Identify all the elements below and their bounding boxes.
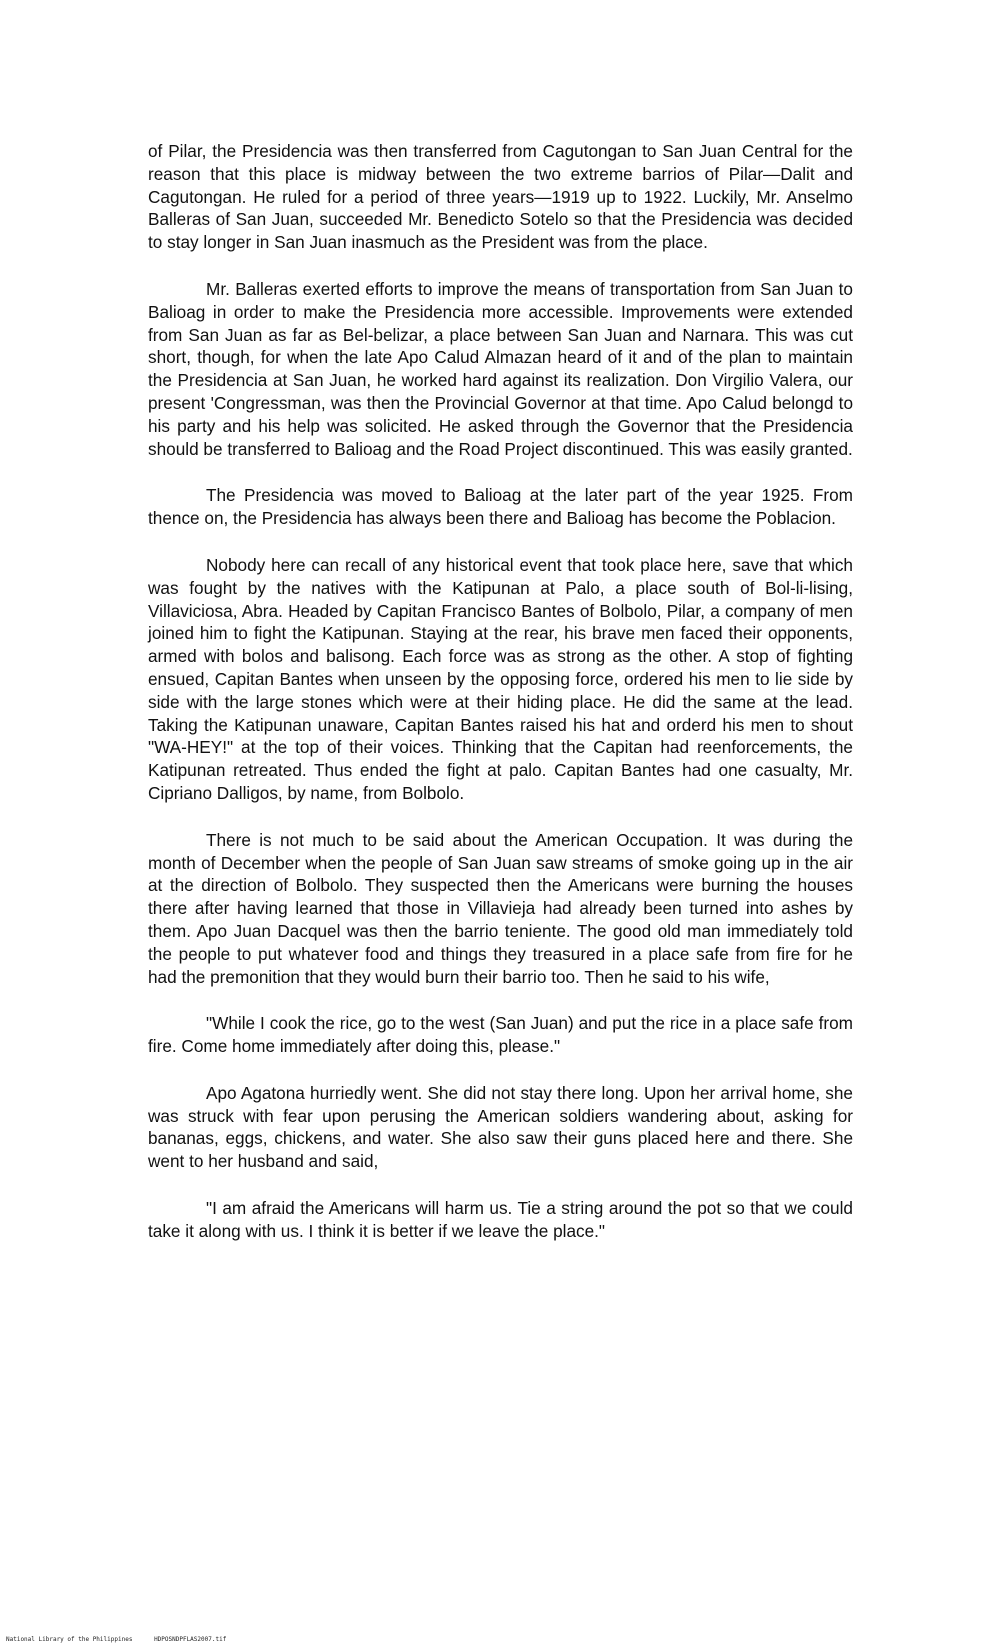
paragraph-apo-agatona: Apo Agatona hurriedly went. She did not stay there long. Upon her arrival home, she was struck with fear upon perusing the American soldiers wandering about, asking for bananas, eggs, chickens, and water. She also saw their guns placed here and there. She went to her husband and said, bbox=[148, 1082, 853, 1172]
paragraph-balleras-road: Mr. Balleras exerted efforts to improve the means of transportation from San Juan to Balioag in order to make the Presidencia more accessible. Improvements were extended from San Juan as far as Bel-belizar, a place between San Juan and Narnara. This was cut short, though, for when the late Apo Calud Almazan heard of it and of the plan to maintain the Presidencia at San Juan, he worked hard against its realization. Don Virgilio Valera, our present 'Congressman, was then the Provincial Governor at that time. Apo Calud belongd to his party and his help was solicited. He asked through the Governor that the Presidencia should be transferred to Balioag and the Road Project discontinued. This was easily granted. bbox=[148, 278, 853, 459]
paragraph-american-occupation: There is not much to be said about the American Occupation. It was during the month of December when the people of San Juan saw streams of smoke going up in the air at the direction of Bolbolo. They suspected then the Americans were burning the houses there after having learned that those in Villavieja had already been turned into ashes by them. Apo Juan Dacquel was then the barrio teniente. The good old man immediately told the people to put whatever food and things they treasured in a place safe from fire for he had the premonition that they would burn their barrio too. Then he said to his wife, bbox=[148, 829, 853, 987]
paragraph-presidencia-transfer: of Pilar, the Presidencia was then transferred from Cagutongan to San Juan Central for the reason that this place is midway between the two extreme barrios of Pilar—Dalit and Cagutongan. He ruled for a period of three years—1919 up to 1922. Luckily, Mr. Anselmo Balleras of San Juan, succeeded Mr. Benedicto Sotelo so that the Presidencia was decided to stay longer in San Juan inasmuch as the President was from the place. bbox=[148, 141, 853, 253]
paragraph-quote-cook-rice: "While I cook the rice, go to the west (San Juan) and put the rice in a place safe from fire. Come home immediately after doing this, please." bbox=[148, 1013, 853, 1057]
paragraph-quote-afraid: "I am afraid the Americans will harm us. Tie a string around the pot so that we could take it along with us. I think it is better if we leave the place." bbox=[148, 1198, 853, 1241]
footer-library-name: National Library of the Philippines bbox=[6, 1636, 133, 1643]
paragraph-moved-to-balioag: The Presidencia was moved to Balioag at the later part of the year 1925. From thence on, the Presidencia has always been there and Balioag has become the Poblacion. bbox=[148, 485, 853, 529]
document-body bbox=[148, 140, 853, 1267]
paragraph-katipunan-fight: Nobody here can recall of any historical event that took place here, save that which was fought by the natives with the Katipunan at Palo, a place south of Bol-li-lising, Villaviciosa, Abra. Headed by Capitan Francisco Bantes of Bolbolo, Pilar, a company of men joined him to fight the Katipunan. Staying at the rear, his brave men faced their opponents, armed with bolos and balisong. Each force was as strong as the other. A stop of fighting ensued, Capitan Bantes when unseen by the opposing force, ordered his men to lie side by side with the large stones which were at their hiding place. He did the same at the lead. Taking the Katipunan unaware, Capitan Bantes raised his hat and orderd his men to shout "WA-HEY!" at the top of their voices. Thinking that the Capitan had reenforcements, the Katipunan retreated. Thus ended the fight at palo. Capitan Bantes had one casualty, Mr. Cipriano Dalligos, by name, from Bolbolo. bbox=[148, 554, 853, 803]
footer-file-code: HDPOSNDPFLAS2007.tif bbox=[154, 1636, 227, 1643]
footer-stamp bbox=[6, 1636, 244, 1643]
